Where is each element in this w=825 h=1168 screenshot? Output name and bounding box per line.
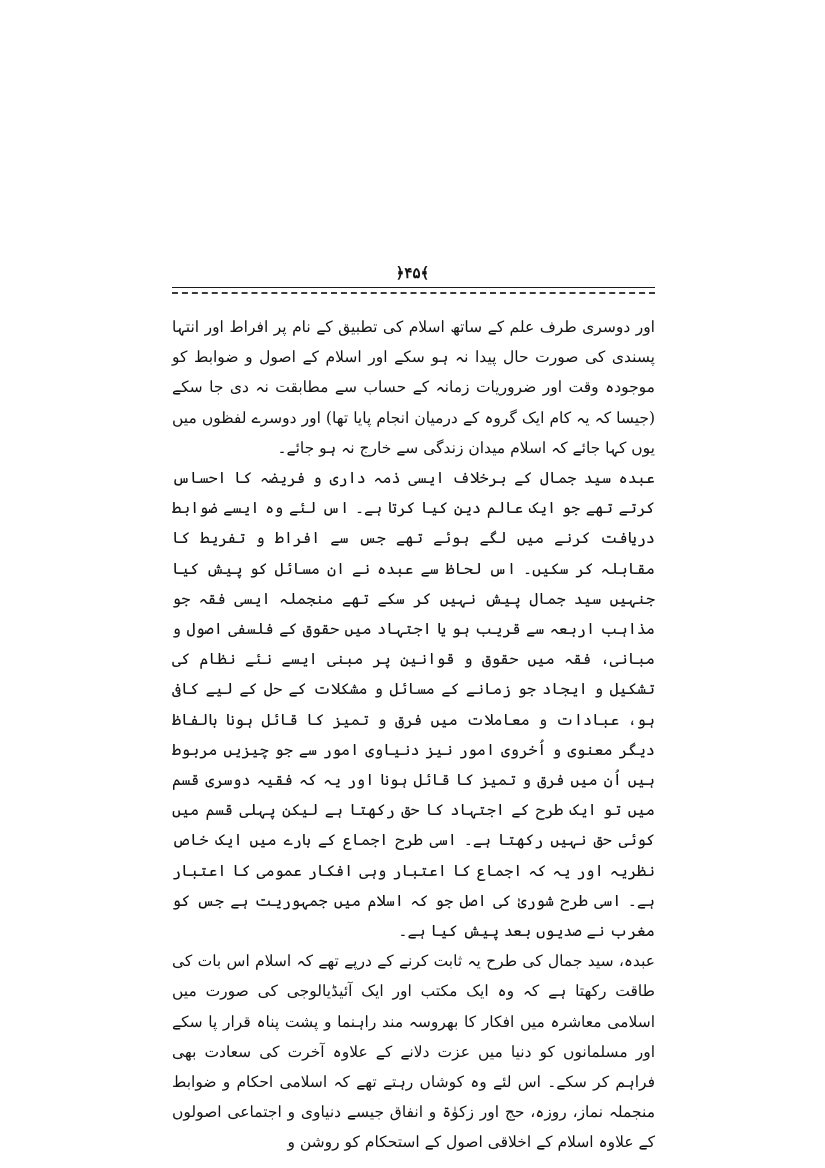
page-number: ﴿۴۵﴾	[395, 264, 430, 282]
body-text	[172, 312, 655, 1158]
paragraph-1: اور دوسری طرف علم کے ساتھ اسلام کی تطبیق کے نام پر افراط اور انتہا پسندی کی صورت حال پیدا نہ ہو سکے اور اسلام کے اصول و ضوابط کو موجودہ وقت اور ضروریات زمانہ کے حساب سے مطابقت نہ دی جا سکے (جیسا کہ یہ کام ایک گروہ کے درمیان انجام پایا تھا) اور دوسرے لفظوں میں یوں کہا جائے کہ اسلام میدان زندگی سے خارج نہ ہو جائے۔	[172, 318, 655, 457]
header-rule-dashed	[172, 292, 655, 294]
header-rule-solid	[172, 287, 655, 288]
paragraph-2: عبدہ سید جمال کے برخلاف ایسی ذمہ داری و فریضہ کا احساس کرتے تھے جو ایک عالم دین کیا کرتا ہے۔ اس لئے وہ ایسے ضوابط دریافت کرنے میں لگے ہوئے تھے جس سے افراط و تفریط کا مقابلہ کر سکیں۔ اس لحاظ سے عبدہ نے ان مسائل کو پیش کیا جنہیں سید جمال پیش نہیں کر سکے تھے منجملہ ایسی فقہ جو مذاہب اربعہ سے قریب ہو یا اجتہاد میں حقوق کے فلسفی اصول و مبانی، فقہ میں حقوق و قوانین پر مبنی ایسے نئے نظام کی تشکیل و ایجاد جو زمانے کے مسائل و مشکلات کے حل کے لیے کافی ہو، عبادات و معاملات میں فرق و تمیز کا قائل ہونا بالفاظ دیگر معنوی و اُخروی امور نیز دنیاوی امور سے جو چیزیں مربوط ہیں اُن میں فرق و تمیز کا قائل ہونا اور یہ کہ فقیہ دوسری قسم میں تو ایک طرح کے اجتہاد کا حق رکھتا ہے لیکن پہلی قسم میں کوئی حق نہیں رکھتا ہے۔ اسی طرح اجماع کے بارے میں ایک خاص نظریہ اور یہ کہ اجماع کا اعتبار وہی افکار عمومی کا اعتبار ہے۔ اسی طرح شوریٰ کی اصل جو کہ اسلام میں جمہوریت ہے جس کو مغرب نے صدیوں بعد پیش کیا ہے۔	[172, 469, 655, 941]
paragraph-3: عبدہ، سید جمال کی طرح یہ ثابت کرنے کے درپے تھے کہ اسلام اس بات کی طاقت رکھتا ہے کہ وہ ایک مکتب اور ایک آئیڈیالوجی کی صورت میں اسلامی معاشرہ میں افکار کا بھروسہ مند راہنما و پشت پناہ قرار پا سکے اور مسلمانوں کو دنیا میں عزت دلانے کے علاوہ آخرت کی سعادت بھی فراہم کر سکے۔ اس لئے وہ کوشاں رہتے تھے کہ اسلامی احکام و ضوابط منجملہ نماز، روزہ، حج اور زکوٰۃ و انفاق جیسے دنیاوی و اجتماعی اصولوں کے علاوہ اسلام کے اخلاقی اصول کے استحکام کو روشن و	[172, 952, 655, 1152]
